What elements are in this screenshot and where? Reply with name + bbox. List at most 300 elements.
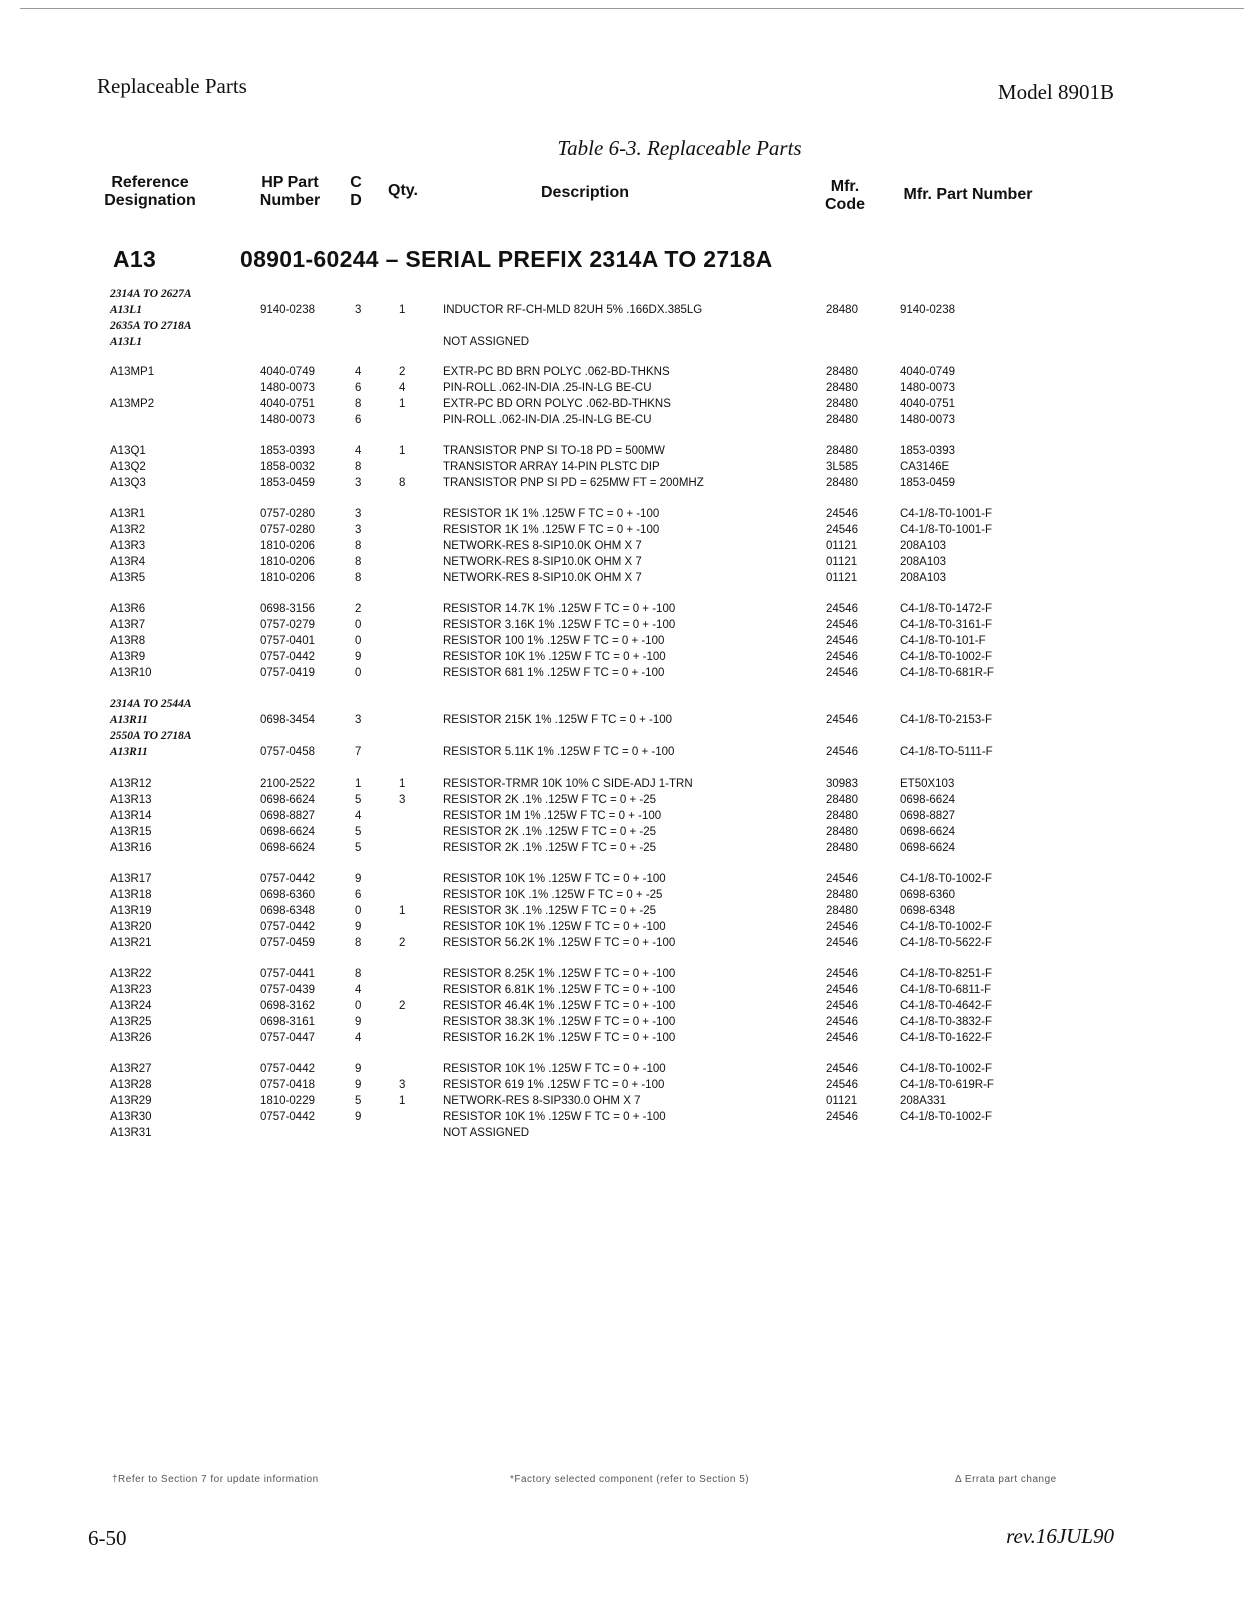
cell-mfr-code: 28480 [826, 826, 858, 838]
table-row [0, 792, 1244, 808]
cell-hp-part-number: 9140-0238 [260, 304, 315, 316]
cell-reference: A13R28 [110, 1079, 152, 1091]
cell-description: INDUCTOR RF-CH-MLD 82UH 5% .166DX.385LG [443, 304, 703, 316]
cell-mfr-part-number: C4-1/8-T0-1002-F [900, 873, 993, 885]
cell-mfr-code: 28480 [826, 810, 858, 822]
cell-description: RESISTOR 16.2K 1% .125W F TC = 0 + -100 [443, 1032, 676, 1044]
cell-mfr-code: 24546 [826, 873, 858, 885]
cell-reference: A13R9 [110, 651, 146, 663]
cell-reference: A13R12 [110, 778, 152, 790]
table-row-note [0, 696, 1244, 712]
cell-mfr-code: 24546 [826, 667, 858, 679]
cell-description: TRANSISTOR PNP SI TO-18 PD = 500MW [443, 445, 665, 457]
section-reference: A13 [113, 246, 157, 272]
cell-mfr-code: 28480 [826, 905, 858, 917]
cell-cd: 8 [355, 937, 362, 949]
cell-description: RESISTOR 215K 1% .125W F TC = 0 + -100 [443, 714, 673, 726]
cell-description: RESISTOR 2K .1% .125W F TC = 0 + -25 [443, 842, 657, 854]
cell-reference: A13R21 [110, 937, 152, 949]
cell-hp-part-number: 0757-0458 [260, 746, 315, 758]
cell-hp-part-number: 0757-0459 [260, 937, 315, 949]
footnote-errata: Δ Errata part change [955, 1474, 1057, 1485]
cell-hp-part-number: 0757-0442 [260, 921, 315, 933]
cell-mfr-part-number: 1853-0459 [900, 477, 955, 489]
cell-description: NETWORK-RES 8-SIP330.0 OHM X 7 [443, 1095, 641, 1107]
cell-cd: 6 [355, 382, 362, 394]
table-row [0, 1030, 1244, 1046]
column-header-reference-line2: Designation [104, 192, 196, 209]
cell-reference: A13R25 [110, 1016, 152, 1028]
table-row [0, 887, 1244, 903]
column-header-mfr-code-line1: Mfr. [830, 178, 860, 195]
cell-description: NOT ASSIGNED [443, 336, 530, 348]
table-row [0, 522, 1244, 538]
cell-reference: A13R18 [110, 889, 152, 901]
table-row-note [0, 334, 1244, 350]
cell-cd: 4 [355, 366, 362, 378]
cell-reference: A13R8 [110, 635, 146, 647]
table-row [0, 364, 1244, 380]
cell-cd: 3 [355, 304, 362, 316]
table-row [0, 617, 1244, 633]
table-row [0, 396, 1244, 412]
cell-hp-part-number: 0757-0447 [260, 1032, 315, 1044]
column-header-cd-line1: C [350, 174, 362, 191]
cell-mfr-code: 24546 [826, 651, 858, 663]
cell-mfr-code: 01121 [826, 540, 858, 552]
cell-mfr-part-number: C4-1/8-T0-2153-F [900, 714, 993, 726]
cell-hp-part-number: 0757-0280 [260, 524, 315, 536]
cell-mfr-part-number: 4040-0749 [900, 366, 955, 378]
cell-qty: 1 [399, 778, 406, 790]
cell-hp-part-number: 0757-0442 [260, 873, 315, 885]
cell-description: RESISTOR 681 1% .125W F TC = 0 + -100 [443, 667, 665, 679]
cell-hp-part-number: 1480-0073 [260, 382, 315, 394]
cell-hp-part-number: 0757-0442 [260, 1111, 315, 1123]
cell-mfr-part-number: ET50X103 [900, 778, 955, 790]
cell-mfr-code: 28480 [826, 304, 858, 316]
cell-cd: 3 [355, 524, 362, 536]
cell-description: RESISTOR 3.16K 1% .125W F TC = 0 + -100 [443, 619, 676, 631]
cell-mfr-code: 01121 [826, 572, 858, 584]
cell-qty: 3 [399, 794, 406, 806]
cell-cd: 9 [355, 1016, 362, 1028]
table-row [0, 966, 1244, 982]
cell-cd: 8 [355, 968, 362, 980]
table-row [0, 459, 1244, 475]
table-row [0, 601, 1244, 617]
cell-qty: 2 [399, 937, 406, 949]
cell-description: NETWORK-RES 8-SIP10.0K OHM X 7 [443, 556, 642, 568]
cell-mfr-part-number: C4-1/8-T0-1002-F [900, 1063, 993, 1075]
cell-qty: 1 [399, 1095, 406, 1107]
cell-reference: A13R1 [110, 508, 146, 520]
cell-hp-part-number: 0757-0401 [260, 635, 315, 647]
cell-mfr-code: 28480 [826, 477, 858, 489]
cell-cd: 5 [355, 826, 362, 838]
cell-cd: 6 [355, 889, 362, 901]
top-rule [20, 8, 1244, 9]
cell-mfr-part-number: C4-1/8-T0-1002-F [900, 921, 993, 933]
cell-reference: A13R23 [110, 984, 152, 996]
cell-hp-part-number: 0698-6348 [260, 905, 315, 917]
cell-description: RESISTOR 10K 1% .125W F TC = 0 + -100 [443, 921, 666, 933]
cell-mfr-code: 28480 [826, 414, 858, 426]
table-row [0, 982, 1244, 998]
table-row [0, 935, 1244, 951]
cell-mfr-part-number: 208A103 [900, 556, 947, 568]
column-header-cd-line2: D [350, 192, 362, 209]
cell-mfr-code: 24546 [826, 1000, 858, 1012]
cell-reference: A13L1 [110, 336, 142, 348]
column-header-reference-line1: Reference [111, 174, 189, 191]
table-row [0, 649, 1244, 665]
cell-hp-part-number: 2100-2522 [260, 778, 315, 790]
cell-cd: 5 [355, 842, 362, 854]
cell-mfr-part-number: 208A331 [900, 1095, 947, 1107]
cell-reference: 2550A TO 2718A [110, 730, 192, 742]
cell-mfr-part-number: C4-1/8-T0-1001-F [900, 524, 993, 536]
cell-cd: 9 [355, 873, 362, 885]
cell-mfr-part-number: 0698-6360 [900, 889, 955, 901]
table-row [0, 380, 1244, 396]
cell-description: EXTR-PC BD BRN POLYC .062-BD-THKNS [443, 366, 670, 378]
cell-description: RESISTOR 2K .1% .125W F TC = 0 + -25 [443, 794, 657, 806]
cell-hp-part-number: 0757-0279 [260, 619, 315, 631]
cell-cd: 9 [355, 651, 362, 663]
table-row [0, 1093, 1244, 1109]
cell-reference: A13R17 [110, 873, 152, 885]
cell-hp-part-number: 1810-0206 [260, 556, 315, 568]
cell-mfr-code: 24546 [826, 984, 858, 996]
table-row [0, 412, 1244, 428]
cell-description: RESISTOR 10K 1% .125W F TC = 0 + -100 [443, 1111, 666, 1123]
table-row-note [0, 318, 1244, 334]
column-header-hp-part-line1: HP Part [261, 174, 319, 191]
cell-cd: 3 [355, 477, 362, 489]
cell-description: RESISTOR 10K 1% .125W F TC = 0 + -100 [443, 651, 666, 663]
table-row [0, 776, 1244, 792]
cell-mfr-code: 28480 [826, 445, 858, 457]
table-row [0, 633, 1244, 649]
cell-reference: A13R16 [110, 842, 152, 854]
cell-qty: 1 [399, 905, 406, 917]
cell-mfr-part-number: CA3146E [900, 461, 950, 473]
table-row-note [0, 744, 1244, 760]
cell-cd: 4 [355, 810, 362, 822]
cell-reference: A13Q1 [110, 445, 146, 457]
cell-description: RESISTOR 2K .1% .125W F TC = 0 + -25 [443, 826, 657, 838]
cell-description: RESISTOR 1K 1% .125W F TC = 0 + -100 [443, 524, 660, 536]
cell-cd: 9 [355, 921, 362, 933]
cell-reference: A13R30 [110, 1111, 152, 1123]
cell-hp-part-number: 0698-3454 [260, 714, 315, 726]
table-row [0, 475, 1244, 491]
cell-mfr-code: 24546 [826, 508, 858, 520]
table-row-note [0, 712, 1244, 728]
table-row [0, 1125, 1244, 1141]
cell-mfr-part-number: C4-1/8-T0-619R-F [900, 1079, 994, 1091]
header-model: Model 8901B [997, 80, 1114, 104]
cell-mfr-code: 24546 [826, 524, 858, 536]
cell-mfr-part-number: C4-1/8-T0-1001-F [900, 508, 993, 520]
table-row [0, 1014, 1244, 1030]
cell-description: RESISTOR 619 1% .125W F TC = 0 + -100 [443, 1079, 665, 1091]
cell-mfr-code: 24546 [826, 1016, 858, 1028]
cell-reference: 2314A TO 2627A [110, 288, 192, 300]
cell-cd: 6 [355, 414, 362, 426]
cell-mfr-code: 28480 [826, 366, 858, 378]
cell-hp-part-number: 1858-0032 [260, 461, 315, 473]
cell-description: NETWORK-RES 8-SIP10.0K OHM X 7 [443, 540, 642, 552]
cell-mfr-part-number: C4-1/8-T0-1472-F [900, 603, 993, 615]
cell-reference: A13R19 [110, 905, 152, 917]
cell-description: EXTR-PC BD ORN POLYC .062-BD-THKNS [443, 398, 671, 410]
cell-reference: A13R13 [110, 794, 152, 806]
cell-reference: A13R11 [110, 746, 148, 758]
footnote-factory-selected: *Factory selected component (refer to Section 5) [510, 1474, 750, 1485]
cell-mfr-part-number: 1853-0393 [900, 445, 955, 457]
cell-reference: A13R3 [110, 540, 146, 552]
cell-qty: 1 [399, 304, 406, 316]
cell-mfr-part-number: C4-1/8-TO-5111-F [900, 746, 993, 758]
cell-mfr-code: 24546 [826, 714, 858, 726]
cell-reference: 2635A TO 2718A [110, 320, 192, 332]
cell-description: RESISTOR 8.25K 1% .125W F TC = 0 + -100 [443, 968, 676, 980]
cell-description: RESISTOR 100 1% .125W F TC = 0 + -100 [443, 635, 665, 647]
table-row [0, 808, 1244, 824]
cell-hp-part-number: 0698-6624 [260, 794, 315, 806]
cell-mfr-code: 24546 [826, 937, 858, 949]
cell-description: NETWORK-RES 8-SIP10.0K OHM X 7 [443, 572, 642, 584]
table-row-note [0, 286, 1244, 302]
cell-mfr-part-number: C4-1/8-T0-1622-F [900, 1032, 993, 1044]
cell-reference: A13R7 [110, 619, 146, 631]
cell-mfr-part-number: C4-1/8-T0-1002-F [900, 1111, 993, 1123]
cell-hp-part-number: 0757-0442 [260, 1063, 315, 1075]
cell-reference: A13R14 [110, 810, 152, 822]
cell-cd: 9 [355, 1079, 362, 1091]
cell-mfr-code: 01121 [826, 1095, 858, 1107]
cell-mfr-code: 24546 [826, 921, 858, 933]
cell-cd: 7 [355, 746, 362, 758]
cell-qty: 1 [399, 445, 406, 457]
cell-cd: 4 [355, 1032, 362, 1044]
cell-cd: 4 [355, 445, 362, 457]
cell-cd: 2 [355, 603, 362, 615]
cell-mfr-part-number: C4-1/8-T0-1002-F [900, 651, 993, 663]
cell-mfr-part-number: C4-1/8-T0-8251-F [900, 968, 993, 980]
cell-mfr-code: 24546 [826, 619, 858, 631]
cell-description: RESISTOR 3K .1% .125W F TC = 0 + -25 [443, 905, 657, 917]
cell-cd: 0 [355, 1000, 362, 1012]
table-row [0, 998, 1244, 1014]
cell-reference: 2314A TO 2544A [110, 698, 192, 710]
cell-cd: 5 [355, 1095, 362, 1107]
table-title: Table 6-3. Replaceable Parts [557, 136, 802, 160]
cell-reference: A13R5 [110, 572, 146, 584]
cell-mfr-code: 28480 [826, 382, 858, 394]
cell-description: RESISTOR 6.81K 1% .125W F TC = 0 + -100 [443, 984, 676, 996]
cell-mfr-part-number: C4-1/8-T0-3832-F [900, 1016, 993, 1028]
cell-qty: 4 [399, 382, 406, 394]
table-row [0, 506, 1244, 522]
column-header-mfr-code-line2: Code [825, 196, 865, 213]
cell-description: RESISTOR 10K .1% .125W F TC = 0 + -25 [443, 889, 663, 901]
cell-mfr-code: 24546 [826, 746, 858, 758]
table-row [0, 871, 1244, 887]
table-row-note [0, 302, 1244, 318]
cell-mfr-part-number: C4-1/8-T0-4642-F [900, 1000, 993, 1012]
header-section-title: Replaceable Parts [97, 74, 247, 98]
cell-mfr-code: 24546 [826, 1111, 858, 1123]
cell-reference: A13L1 [110, 304, 142, 316]
cell-mfr-part-number: 0698-6624 [900, 842, 955, 854]
cell-mfr-part-number: 4040-0751 [900, 398, 955, 410]
cell-reference: A13R31 [110, 1127, 152, 1139]
column-header-cd [346, 174, 366, 210]
footnote-update-info: †Refer to Section 7 for update information [112, 1474, 319, 1485]
cell-reference: A13R24 [110, 1000, 152, 1012]
cell-mfr-part-number: 1480-0073 [900, 382, 955, 394]
cell-reference: A13R29 [110, 1095, 152, 1107]
cell-cd: 0 [355, 619, 362, 631]
cell-mfr-part-number: 1480-0073 [900, 414, 955, 426]
cell-mfr-part-number: 0698-8827 [900, 810, 955, 822]
cell-mfr-part-number: C4-1/8-T0-5622-F [900, 937, 993, 949]
cell-mfr-part-number: 0698-6624 [900, 826, 955, 838]
cell-cd: 4 [355, 984, 362, 996]
cell-hp-part-number: 0698-8827 [260, 810, 315, 822]
cell-hp-part-number: 0757-0442 [260, 651, 315, 663]
cell-cd: 3 [355, 714, 362, 726]
table-row [0, 1061, 1244, 1077]
cell-hp-part-number: 1853-0393 [260, 445, 315, 457]
cell-reference: A13R11 [110, 714, 148, 726]
cell-qty: 1 [399, 398, 406, 410]
cell-cd: 8 [355, 556, 362, 568]
column-header-mfr-code [820, 178, 870, 214]
cell-cd: 5 [355, 794, 362, 806]
cell-hp-part-number: 0698-3162 [260, 1000, 315, 1012]
cell-cd: 1 [355, 778, 362, 790]
column-header-qty: Qty. [388, 182, 418, 199]
cell-reference: A13R6 [110, 603, 146, 615]
cell-hp-part-number: 1810-0206 [260, 572, 315, 584]
cell-hp-part-number: 1810-0229 [260, 1095, 315, 1107]
cell-description: RESISTOR 1M 1% .125W F TC = 0 + -100 [443, 810, 662, 822]
cell-mfr-code: 24546 [826, 968, 858, 980]
column-header-mfr-part-number: Mfr. Part Number [903, 186, 1033, 203]
cell-cd: 8 [355, 540, 362, 552]
cell-mfr-part-number: 208A103 [900, 540, 947, 552]
table-row [0, 919, 1244, 935]
cell-hp-part-number: 1810-0206 [260, 540, 315, 552]
cell-mfr-part-number: C4-1/8-T0-101-F [900, 635, 986, 647]
cell-reference: A13MP1 [110, 366, 155, 378]
cell-hp-part-number: 0698-3161 [260, 1016, 315, 1028]
cell-mfr-code: 24546 [826, 635, 858, 647]
cell-reference: A13MP2 [110, 398, 155, 410]
cell-mfr-part-number: 208A103 [900, 572, 947, 584]
cell-cd: 8 [355, 398, 362, 410]
cell-hp-part-number: 4040-0751 [260, 398, 315, 410]
cell-cd: 9 [355, 1111, 362, 1123]
cell-reference: A13R22 [110, 968, 152, 980]
table-row [0, 570, 1244, 586]
table-row [0, 1077, 1244, 1093]
cell-qty: 8 [399, 477, 406, 489]
cell-mfr-code: 3L585 [826, 461, 858, 473]
cell-reference: A13Q3 [110, 477, 146, 489]
cell-description: RESISTOR 10K 1% .125W F TC = 0 + -100 [443, 1063, 666, 1075]
table-row [0, 824, 1244, 840]
table-row [0, 903, 1244, 919]
cell-cd: 8 [355, 461, 362, 473]
table-row [0, 554, 1244, 570]
cell-hp-part-number: 0698-6360 [260, 889, 315, 901]
cell-description: PIN-ROLL .062-IN-DIA .25-IN-LG BE-CU [443, 414, 652, 426]
cell-description: TRANSISTOR ARRAY 14-PIN PLSTC DIP [443, 461, 660, 473]
cell-description: RESISTOR-TRMR 10K 10% C SIDE-ADJ 1-TRN [443, 778, 693, 790]
cell-qty: 3 [399, 1079, 406, 1091]
column-header-description: Description [540, 184, 629, 201]
table-row [0, 1109, 1244, 1125]
cell-hp-part-number: 0698-6624 [260, 842, 315, 854]
cell-hp-part-number: 0757-0280 [260, 508, 315, 520]
cell-mfr-code: 28480 [826, 842, 858, 854]
cell-cd: 0 [355, 905, 362, 917]
cell-description: RESISTOR 10K 1% .125W F TC = 0 + -100 [443, 873, 666, 885]
cell-mfr-part-number: 0698-6624 [900, 794, 955, 806]
table-row [0, 840, 1244, 856]
cell-hp-part-number: 1853-0459 [260, 477, 315, 489]
cell-cd: 0 [355, 635, 362, 647]
cell-description: RESISTOR 1K 1% .125W F TC = 0 + -100 [443, 508, 660, 520]
cell-qty: 2 [399, 366, 406, 378]
cell-description: TRANSISTOR PNP SI PD = 625MW FT = 200MHZ [443, 477, 704, 489]
cell-description: NOT ASSIGNED [443, 1127, 530, 1139]
section-title: 08901-60244 – SERIAL PREFIX 2314A TO 2718A [240, 246, 773, 272]
cell-cd: 8 [355, 572, 362, 584]
cell-description: RESISTOR 46.4K 1% .125W F TC = 0 + -100 [443, 1000, 676, 1012]
table-row [0, 538, 1244, 554]
cell-description: RESISTOR 56.2K 1% .125W F TC = 0 + -100 [443, 937, 676, 949]
cell-mfr-code: 28480 [826, 889, 858, 901]
column-header-hp-part-line2: Number [259, 192, 321, 209]
cell-hp-part-number: 0698-3156 [260, 603, 315, 615]
cell-hp-part-number: 0757-0439 [260, 984, 315, 996]
cell-qty: 2 [399, 1000, 406, 1012]
cell-mfr-part-number: C4-1/8-T0-3161-F [900, 619, 993, 631]
cell-reference: A13R27 [110, 1063, 152, 1075]
cell-reference: A13Q2 [110, 461, 146, 473]
revision-date: rev.16JUL90 [1006, 1524, 1114, 1548]
cell-mfr-code: 24546 [826, 1032, 858, 1044]
table-row-note [0, 728, 1244, 744]
cell-description: PIN-ROLL .062-IN-DIA .25-IN-LG BE-CU [443, 382, 652, 394]
cell-mfr-code: 28480 [826, 794, 858, 806]
cell-mfr-part-number: 0698-6348 [900, 905, 955, 917]
cell-hp-part-number: 4040-0749 [260, 366, 315, 378]
cell-reference: A13R10 [110, 667, 152, 679]
cell-mfr-code: 01121 [826, 556, 858, 568]
cell-mfr-part-number: C4-1/8-T0-681R-F [900, 667, 994, 679]
cell-hp-part-number: 0757-0441 [260, 968, 315, 980]
cell-description: RESISTOR 38.3K 1% .125W F TC = 0 + -100 [443, 1016, 676, 1028]
cell-cd: 0 [355, 667, 362, 679]
cell-reference: A13R20 [110, 921, 152, 933]
